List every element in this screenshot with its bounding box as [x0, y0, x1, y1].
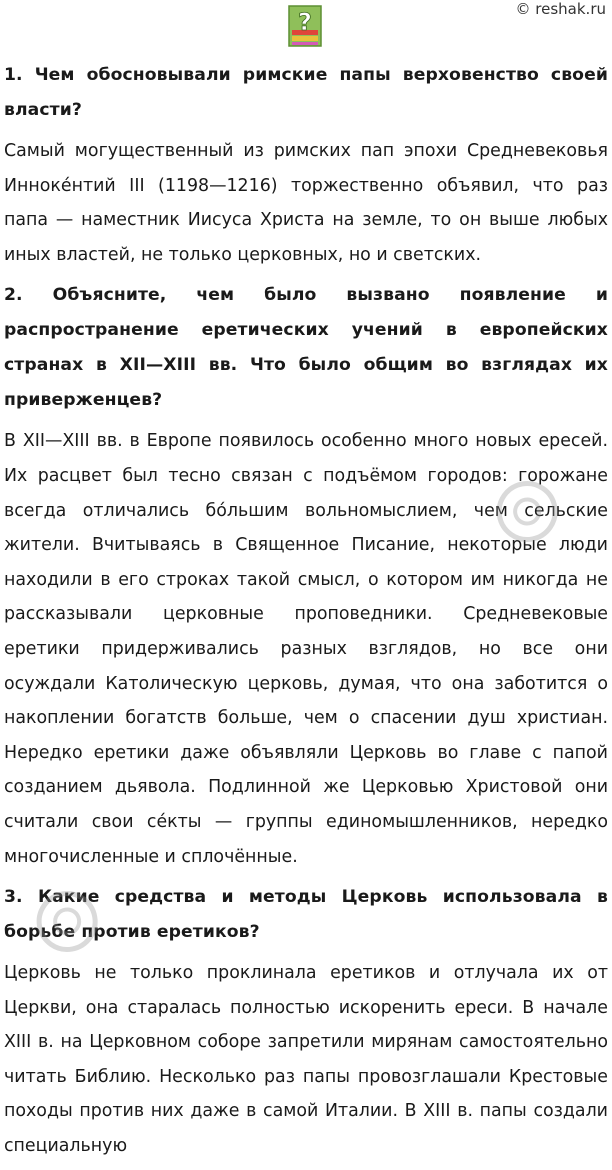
question-3: 3. Какие средства и методы Церковь использовала в борьбе против еретиков?: [4, 887, 608, 943]
copyright-label: © reshak.ru: [515, 0, 606, 18]
logo-glyph: ?: [298, 8, 312, 36]
question-1: 1. Чем обосновывали римские папы верховенство своей власти?: [4, 65, 608, 120]
question-logo-icon: [287, 4, 323, 48]
answer-1: Самый могущественный из римских пап эпохи Средневековья Инноке́нтий III (1198—1216) торжественно объявил, что раз папа — наместник Иисуса Христа на земле, то он выше любых иных властей, не только церковных, но и светских.: [4, 141, 608, 265]
document-body: [4, 58, 608, 1170]
question-2: 2. Объясните, чем было вызвано появление и распространение еретических учений в европейских странах в XII—XIII вв. Что было общим во взглядах их приверженцев?: [4, 285, 608, 411]
answer-3: Церковь не только проклинала еретиков и отлучала их от Церкви, она старалась полностью искоренить ереси. В начале XIII в. на Церковном соборе запретили мирянам самостоятельно читать Библию. Несколько раз папы провозглашали Крестовые походы против них даже в самой Италии. В XIII в. папы создали специальную: [4, 963, 608, 1157]
answer-2: В XII—XIII вв. в Европе появилось особенно много новых ересей. Их расцвет был тесно связан с подъёмом городов: горожане всегда отличались бо́льшим вольномыслием, чем сельские жители. Вчитываясь в Священное Писание, некоторые люди находили в его строках такой смысл, о котором им никогда не рассказывали церковные проповедники. Средневековые еретики придерживались разных взглядов, но все они осуждали Католическую церковь, думая, что она заботится о накоплении богатств больше, чем о спасении душ христиан. Нередко еретики даже объявляли Церковь во главе с папой созданием дьявола. Подлинной же Церковью Христовой они считали свои се́кты — группы единомышленников, нередко многочисленные и сплочённые.: [4, 431, 608, 867]
